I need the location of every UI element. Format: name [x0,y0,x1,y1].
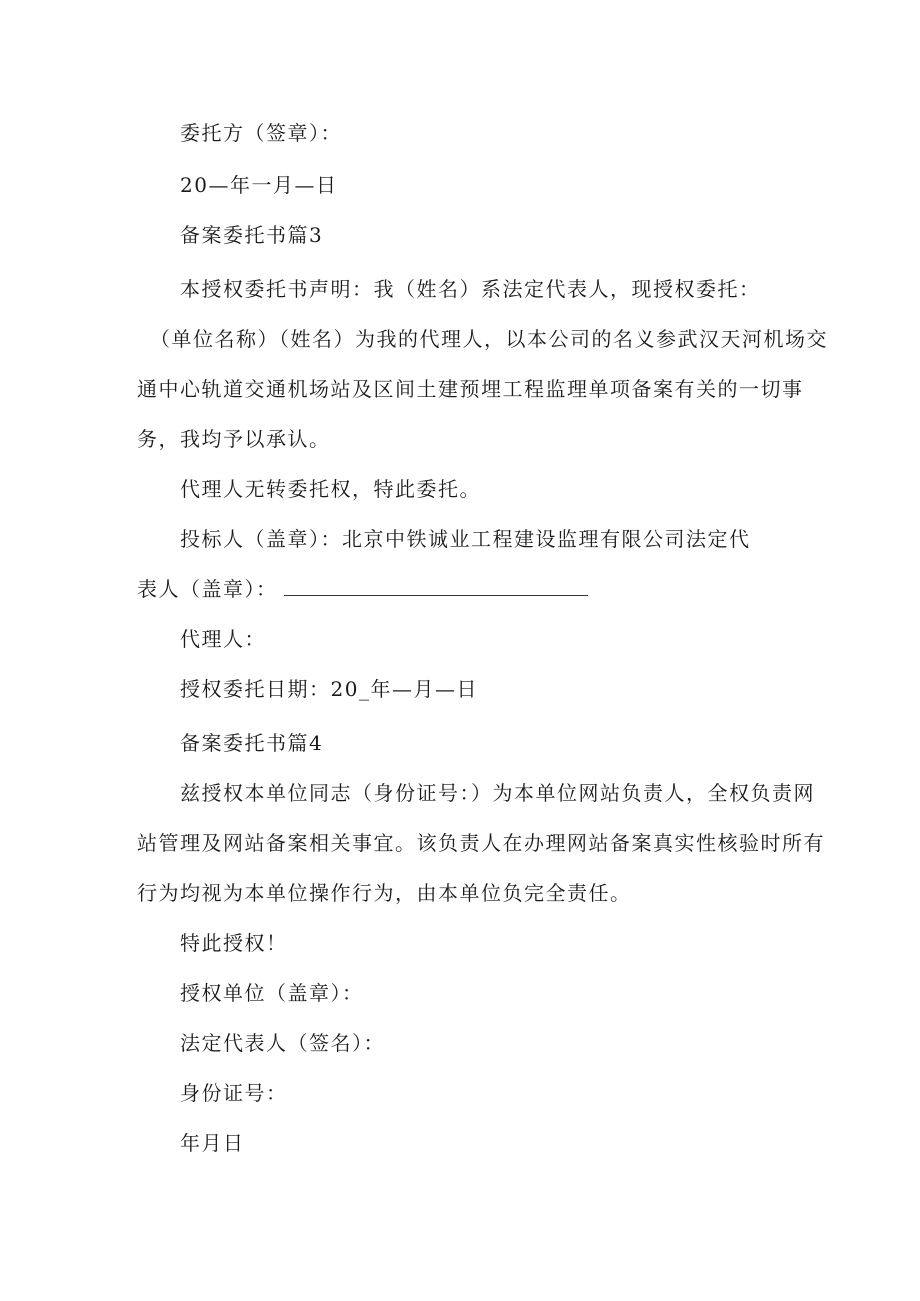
section-heading-4: 备案委托书篇4 [180,731,324,755]
paragraph-line: 行为均视为本单位操作行为，由本单位负完全责任。 [137,881,632,905]
paragraph-line: 特此授权！ [180,931,288,955]
paragraph-line: （单位名称）（姓名）为我的代理人，以本公司的名义参武汉天河机场交 [150,327,828,351]
representative-seal-label: 表人（盖章）： [137,577,278,601]
authorization-date-line: 授权委托日期：20_年—月—日 [180,677,478,701]
legal-representative-line: 法定代表人（签名）： [180,1031,385,1055]
paragraph-line: 代理人无转委托权，特此委托。 [180,477,481,501]
authorizing-unit-line: 授权单位（盖章）： [180,981,364,1005]
date-line: 年月日 [180,1131,245,1155]
paragraph-line: 本授权委托书声明：我（姓名）系法定代表人，现授权委托： [180,277,761,301]
agent-line: 代理人： [180,627,266,651]
paragraph-line: 站管理及网站备案相关事宜。该负责人在办理网站备案真实性核验时所有 [137,831,825,855]
bidder-seal-line: 投标人（盖章）：北京中铁诚业工程建设监理有限公司法定代 [180,527,751,551]
id-number-line: 身份证号： [180,1081,288,1105]
paragraph-line: 务，我均予以承认。 [137,427,331,451]
date-line: 20—年一月—日 [180,173,338,197]
representative-seal-line [137,576,588,602]
paragraph-line: 通中心轨道交通机场站及区间土建预埋工程监理单项备案有关的一切事 [137,377,804,401]
paragraph-line: 兹授权本单位同志（身份证号：）为本单位网站负责人，全权负责网 [180,781,815,805]
section-heading-3: 备案委托书篇3 [180,223,324,247]
client-signature-line: 委托方（签章）： [180,121,342,145]
signature-blank [284,581,588,596]
